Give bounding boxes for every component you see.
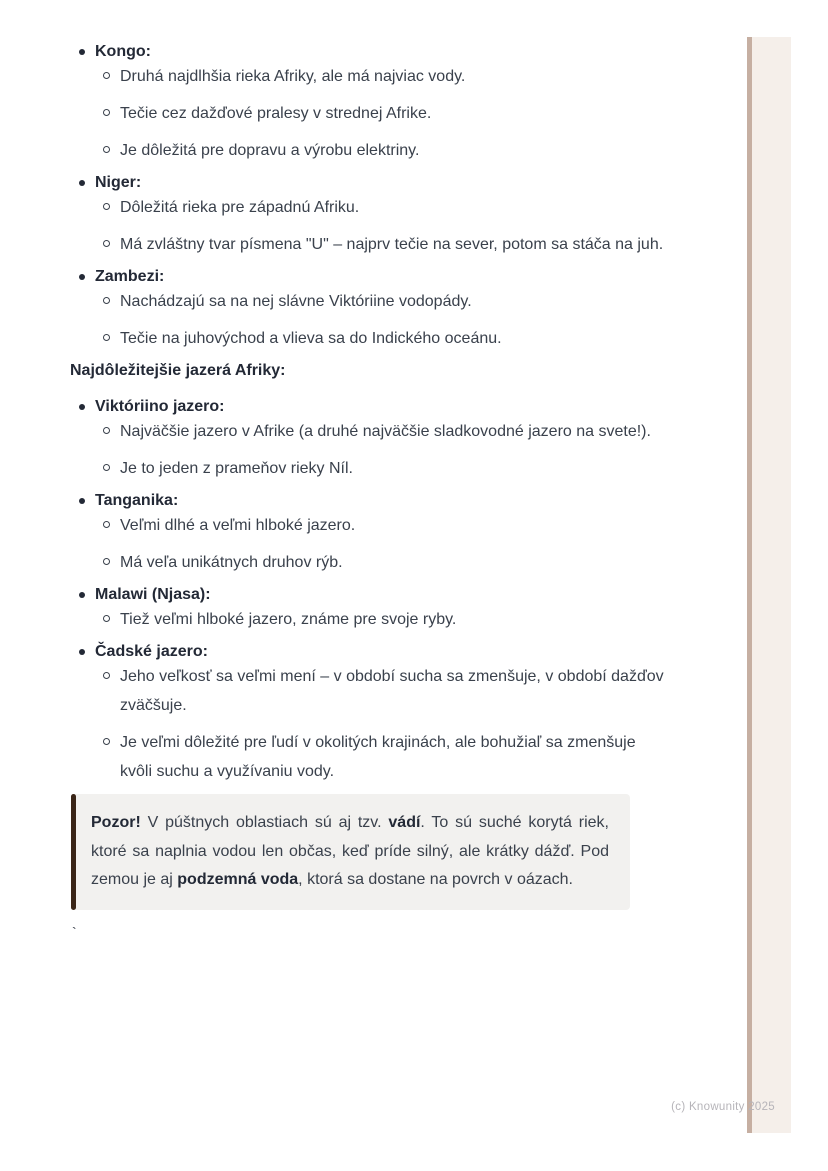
item-title (70, 642, 670, 662)
sub-item (70, 605, 665, 634)
footer-credit: (c) Knowunity 2025 (671, 1101, 775, 1113)
sub-item-text: Druhá najdlhšia rieka Afriky, ale má najviac vody. (120, 68, 466, 85)
callout-segment: V púštnych oblastiach sú aj tzv. (140, 814, 389, 831)
sub-item (70, 99, 665, 128)
item-title-text: Zambezi: (95, 268, 165, 285)
bullet-circle-icon (103, 738, 110, 745)
callout-segment: podzemná voda (177, 871, 299, 888)
rivers-list (70, 42, 670, 353)
sub-item (70, 511, 665, 540)
bullet-circle-icon (103, 558, 110, 565)
stray-backtick: ` (72, 923, 77, 940)
lakes-heading: Najdôležitejšie jazerá Afriky: (70, 362, 286, 379)
bullet-circle-icon (103, 297, 110, 304)
content-column (70, 42, 670, 940)
sub-list (70, 511, 670, 577)
sub-item-text: Nachádzajú sa na nej slávne Viktóriine vodopády. (120, 293, 472, 310)
sub-item (70, 193, 665, 222)
item-title-text: Tanganika: (95, 492, 179, 509)
sub-item-text: Je to jeden z prameňov rieky Níl. (120, 460, 353, 477)
list-item (70, 585, 670, 634)
sub-item-text: Veľmi dlhé a veľmi hlboké jazero. (120, 517, 356, 534)
bullet-circle-icon (103, 240, 110, 247)
bullet-circle-icon (103, 672, 110, 679)
sub-item-text: Tiež veľmi hlboké jazero, známe pre svoje ryby. (120, 611, 457, 628)
list-item (70, 173, 670, 259)
item-title (70, 397, 670, 417)
item-title-text: Niger: (95, 174, 142, 191)
sub-item (70, 324, 665, 353)
item-title (70, 267, 670, 287)
list-item (70, 42, 670, 165)
sub-list (70, 662, 670, 786)
list-item (70, 267, 670, 353)
sub-item-text: Najväčšie jazero v Afrike (a druhé najväčšie sladkovodné jazero na svete!). (120, 423, 651, 440)
sub-item-text: Je veľmi dôležité pre ľudí v okolitých krajinách, ale bohužiaľ sa zmenšuje kvôli suchu a využívaniu vody. (120, 734, 636, 780)
sub-item (70, 287, 665, 316)
callout-segment: vádí (388, 814, 421, 831)
bullet-circle-icon (103, 521, 110, 528)
list-item (70, 491, 670, 577)
callout-box (71, 794, 630, 910)
item-title (70, 585, 670, 605)
sub-item-text: Je dôležitá pre dopravu a výrobu elektriny. (120, 142, 420, 159)
sub-list (70, 417, 670, 483)
item-title-text: Kongo: (95, 43, 151, 60)
item-title-text: Viktóriino jazero: (95, 398, 225, 415)
sub-list (70, 287, 670, 353)
callout-segment: , ktorá sa dostane na povrch v oázach. (298, 871, 573, 888)
sub-item (70, 417, 665, 446)
sub-item-text: Má zvláštny tvar písmena "U" – najprv tečie na sever, potom sa stáča na juh. (120, 236, 664, 253)
sub-item (70, 454, 665, 483)
bullet-circle-icon (103, 109, 110, 116)
bullet-disc-icon (79, 498, 85, 504)
lakes-list (70, 397, 670, 786)
sub-item (70, 230, 665, 259)
list-item (70, 397, 670, 483)
sub-item-text: Jeho veľkosť sa veľmi mení – v období sucha sa zmenšuje, v období dažďov zväčšuje. (120, 668, 664, 714)
sub-item-text: Tečie cez dažďové pralesy v strednej Afrike. (120, 105, 432, 122)
bullet-disc-icon (79, 404, 85, 410)
sub-list (70, 605, 670, 634)
bullet-disc-icon (79, 274, 85, 280)
bullet-circle-icon (103, 72, 110, 79)
bullet-circle-icon (103, 334, 110, 341)
bullet-circle-icon (103, 427, 110, 434)
sub-item-text: Dôležitá rieka pre západnú Afriku. (120, 199, 360, 216)
sub-item (70, 728, 665, 786)
sub-item (70, 62, 665, 91)
item-title (70, 173, 670, 193)
item-title-text: Malawi (Njasa): (95, 586, 211, 603)
callout-segment: Pozor! (91, 814, 141, 831)
sub-list (70, 62, 670, 165)
bullet-disc-icon (79, 180, 85, 186)
item-title (70, 491, 670, 511)
sub-item-text: Má veľa unikátnych druhov rýb. (120, 554, 343, 571)
bullet-disc-icon (79, 592, 85, 598)
item-title (70, 42, 670, 62)
list-item (70, 642, 670, 786)
bullet-circle-icon (103, 146, 110, 153)
sub-item-text: Tečie na juhovýchod a vlieva sa do Indického oceánu. (120, 330, 502, 347)
bullet-disc-icon (79, 49, 85, 55)
callout-segment: . To sú suché korytá riek, ktoré sa naplnia vodou len občas, keď príde silný, ale krátky dážď. Pod zemou je aj (91, 814, 609, 888)
bullet-circle-icon (103, 203, 110, 210)
bullet-circle-icon (103, 464, 110, 471)
sub-list (70, 193, 670, 259)
sub-item (70, 548, 665, 577)
sub-item (70, 136, 665, 165)
sub-item (70, 662, 665, 720)
item-title-text: Čadské jazero: (95, 643, 208, 660)
bullet-disc-icon (79, 649, 85, 655)
page-edge-stripe (747, 37, 791, 1133)
bullet-circle-icon (103, 615, 110, 622)
